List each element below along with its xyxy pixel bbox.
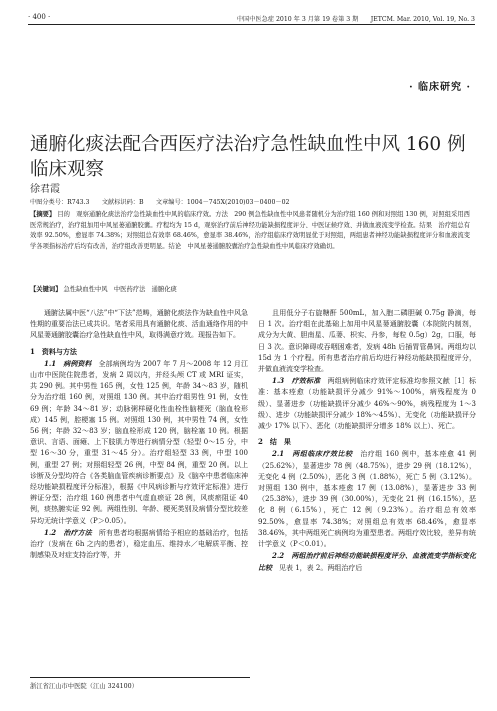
article-title: 通腑化痰法配合西医疗法治疗急性缺血性中风 160 例临床观察: [30, 134, 466, 181]
subsection-heading: 2.2 两组治疗前后神经功能缺损程度评分、血液流变学指标变化比较: [258, 551, 476, 573]
author-affiliation-footnote: 浙江省江山市中医院（江山 324100）: [30, 677, 250, 690]
subsection-heading: 1.1 病例资料: [44, 358, 99, 368]
section-label: · 临床研究 ·: [409, 82, 471, 93]
keywords: [30, 284, 470, 293]
paragraph-text: 全部病例均为 2007 年 7 月～2008 年 12 月江山市中医院住院患者，发病 2 周以内，并经头颅 CT 或 MRI 证实，共 290 例。其中男性 165 例，女性 125 例，年龄 34～83 岁，随机分为治疗组 160 例，对照组 130 例。其中治疗组男性 91 例，女性 69 例；年龄 34～81 岁；动脉粥样硬化性血栓性脑梗死（脑血栓形成）145 例，腔梗塞 15 例。对照组 130 例，其中男性 74 例，女性 56 例；年龄 32～83 岁；脑血栓形成 120 例，脑栓塞 10 例。根据意识、言语、面瘫、上下肢肌力等进行病情分型（轻型 0～15 分，中型 16～30 分，重型 31～45 分）。治疗组轻型 33 例，中型 100 例，重型 27 例；对照组轻型 26 例，中型 84 例，重型 20 例。以上诊断及分型均符合《各类脑血管疾病诊断要点》及《脑卒中患者临床神经功能缺损程度评分标准》，根据《中风病诊断与疗效评定标准》进行辨证分型；治疗组 160 例患者中气虚血瘀证 28 例，风痰瘀阻证 40 例，痰热腑实证 92 例。两组性别、年龄、梗死类别及病情分型比较差异均无统计学意义（P＞0.05）。: [30, 359, 248, 525]
page-number: · 400 ·: [28, 13, 51, 21]
journal-citation: 中国中医急症 2010 年 3 月第 19 卷第 3 期 JETCM. Mar. 2010, Vol. 19, No. 3: [236, 16, 475, 23]
keywords-label: 【关键词】: [30, 286, 62, 293]
subsection-heading: 1.3 疗效标准: [272, 376, 328, 386]
body-paragraph: [30, 308, 248, 342]
keywords-text: 急性缺血性中风 中医药疗法 通腑化痰: [63, 286, 177, 293]
abstract-label: 【摘要】: [30, 211, 56, 218]
subsection-heading: 1.2 治疗方法: [44, 527, 99, 537]
section-heading: 1 资料与方法: [30, 346, 77, 356]
body-paragraph: [30, 527, 248, 562]
running-header: [28, 12, 475, 25]
abstract: [30, 210, 470, 252]
left-column: [30, 308, 248, 561]
classification-line: 中图分类号：R743.3 文献标识码：B 文章编号：1004－745X(2010)03－0400－02: [30, 199, 290, 206]
paragraph-text: 两组病例临床疗效评定标准均参照文献［1］标准：基本痊愈（功能缺损评分减少 91%～100%，病残程度为 0 级）、显著进步（功能缺损评分减少 46%～90%，病残程度为 1～3 级）、进步（功能缺损评分减少 18%～45%）、无变化（功能缺损评分减少 17% 以下）、恶化（功能缺损评分增多 18% 以上）、死亡。: [258, 377, 477, 431]
body-paragraph: [258, 448, 476, 550]
author: 徐君霞: [30, 184, 60, 195]
paragraph-text: 见表 1，表 2。两组治疗后: [279, 564, 363, 573]
body-paragraph: [258, 308, 476, 375]
body-paragraph: [258, 550, 476, 574]
body-paragraph: [258, 375, 476, 432]
paragraph-text: 治疗组 160 例中，基本痊愈 41 例（25.62%），显著进步 78 例（48.75%），进步 29 例（18.12%），无变化 4 例（2.50%），恶化 3 例（1.88%），死亡 5 例（3.12%）。对照组 130 例中，基本痊愈 17 例（13.08%），显著进步 33 例（25.38%），进步 39 例（30.00%），无变化 21 例（16.15%），恶化 8 例（6.15%），死亡 12 例（9.23%）。治疗组总有效率 92.50%，愈显率 74.38%；对照组总有效率 68.46%，愈显率 38.46%，其中两组死亡病例均为重型患者。两组疗效比较，差异有统计学意义（P＜0.01）。: [258, 450, 476, 549]
subsection-heading: 2.1 两组临床疗效比较: [272, 449, 361, 459]
section-heading: 2 结 果: [258, 437, 291, 447]
abstract-text: 目的 观察通腑化痰法治疗急性缺血性中风的临床疗效。方法 290 例急性缺血性中风患者随机分为治疗组 160 例和对照组 130 例，对照组采用西医常规治疗，治疗组加用中风星蒌通腑胶囊。疗程均为 15 d，观察治疗前后神经功能缺损程度评分、中医证候疗效、并做血液流变学检查。结果 治疗组总有效率 92.50%，愈显率 74.38%；对照组总有效率 68.46%，愈显率 38.46%，治疗组临床疗效明显优于对照组，两组患者神经功能缺损程度评分和血液流变学各项指标治疗后均有改善，治疗组改善更明显。结论 中风星蒌通腑胶囊治疗急性缺血性中风临床疗效确切。: [30, 211, 470, 250]
right-column: [258, 308, 476, 575]
paragraph-text: 通腑法属中医“八法”中“下法”范畴，通腑化痰法作为缺血性中风急性期的重要治法已成共识。笔者采用具有通腑化痰、活血通络作用的中风星蒌通腑胶囊治疗急性缺血性中风，取得满意疗效。现报告如下。: [30, 309, 248, 340]
paragraph-text: 且用低分子右旋糖酐 500mL，加入胞二磷胆碱 0.75g 静滴，每日 1 次。治疗组在此基础上加用中风星蒌通腑胶囊（本院院内制剂，成分为大黄、胆南星、瓜蒌、枳实、丹参，每粒 0.5g）2g，口服，每日 3 次。意识障碍或吞咽困难者，发病 48h 后插胃管鼻饲。两组均以 15d 为 1 个疗程。所有患者治疗前后均进行神经功能缺损程度评分，并做血液流变学检查。: [258, 309, 476, 374]
paragraph-text: 所有患者均根据病情给予相应的基础治疗，包括治疗（发病在 6h 之内的患者），稳定血压、维持水／电解质平衡、控制感染及对症支持治疗等，并: [30, 528, 249, 560]
body-paragraph: [30, 358, 248, 527]
